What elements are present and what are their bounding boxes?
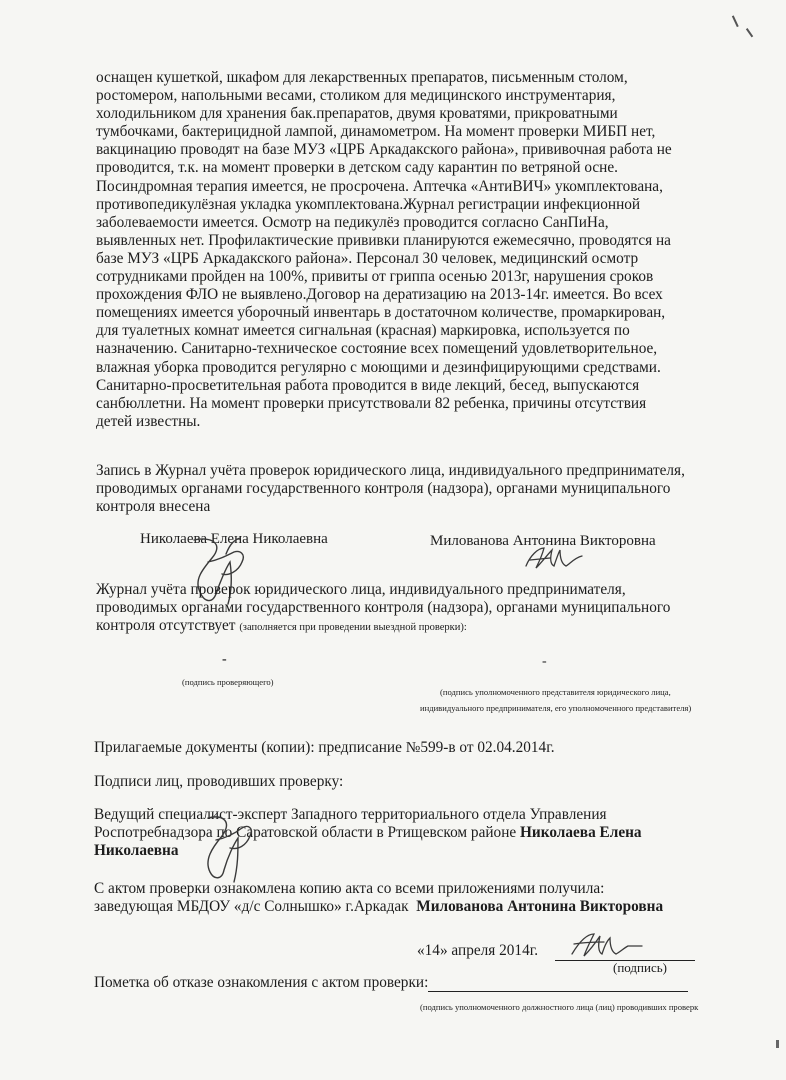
- refusal-line: [428, 991, 688, 992]
- findings-line: оснащен кушеткой, шкафом для лекарственных препаратов, письменным столом,: [96, 69, 628, 86]
- findings-line-last: детей известны.: [96, 412, 201, 430]
- inspector-name: Николаева Елена Николаевна: [140, 531, 328, 547]
- signature-caption: (подпись): [613, 960, 667, 975]
- journal-absent-text: контроля отсутствует: [96, 617, 236, 635]
- findings-line: Посиндромная терапия имеется, не просрочена. Аптечка «АнтиВИЧ» укомплектована,: [96, 177, 663, 195]
- inspection-findings-paragraph: [96, 69, 698, 431]
- scan-mark: [732, 13, 744, 27]
- caption-representative-signature-2: индивидуального предпринимателя, его уполномоченного представителя): [420, 703, 692, 713]
- findings-line: прохождения ФЛО не выявлено.Договор на дератизацию на 2013-14г. имеется. Во всех: [96, 286, 663, 304]
- inspector-department-text: Роспотребнадзора по Саратовской области в Ртищевском районе: [94, 824, 517, 842]
- findings-line: для туалетных комнат имеется сигнальная (красная) маркировка, используется по: [96, 322, 630, 340]
- findings-line: проводится, т.к. на момент проверки в детском саду карантин по ветряной осне.: [96, 159, 618, 177]
- inspector-department-line: [94, 824, 698, 842]
- findings-line: базе МУЗ «ЦРБ Аркадакского района». Персонал 30 человек, медицинский осмотр: [96, 249, 639, 267]
- journal-absent-line: Журнал учёта проверок юридического лица, индивидуального предпринимателя,: [96, 581, 626, 598]
- scan-mark: [776, 1040, 779, 1048]
- caption-inspector-signature: (подпись проверяющего): [182, 677, 274, 687]
- signatures-heading: Подписи лиц, проводивших проверку:: [94, 773, 344, 790]
- acknowledgement-name-bold: Милованова Антонина Викторовна: [416, 898, 664, 915]
- findings-line: влажная уборка проводится регулярно с моющими и дезинфицирующими средствами.: [96, 358, 661, 376]
- representative-signature-1: [520, 544, 586, 574]
- findings-line: санбюллетни. На момент проверки присутствовали 82 ребенка, причины отсутствия: [96, 394, 647, 412]
- scan-mark: [746, 25, 758, 38]
- dash-right: -: [542, 654, 547, 669]
- inspector-name-bold: Николаева Елена: [520, 824, 642, 842]
- journal-entry-line: контроля внесена: [96, 498, 211, 516]
- findings-line: тумбочками, бактерицидной лампой, динамометром. На момент проверки МИБП нет,: [96, 123, 656, 141]
- findings-line: холодильником для хранения бак.препаратов, двумя кроватями, прикроватными: [96, 105, 618, 123]
- journal-entry-line: проводимых органами государственного контроля (надзора), органами муниципального: [96, 480, 671, 498]
- journal-absent-last-line: [96, 617, 698, 637]
- inspector-block: [94, 806, 698, 860]
- findings-line: Санитарно-просветительная работа проводится в виде лекций, бесед, выпускаются: [96, 376, 640, 394]
- journal-absent-paragraph: [96, 581, 698, 637]
- inspector-position-line: Ведущий специалист-эксперт Западного территориального отдела Управления: [94, 806, 607, 823]
- journal-absent-note: (заполняется при проведении выездной проверки):: [239, 622, 467, 634]
- journal-entry-line: Запись в Журнал учёта проверок юридического лица, индивидуального предпринимателя,: [96, 462, 685, 479]
- findings-line: назначению. Санитарно-техническое состояние всех помещений удовлетворительное,: [96, 340, 658, 358]
- findings-line: противопедикулёзная укладка укомплектована.Журнал регистрации инфекционной: [96, 195, 641, 213]
- findings-line: сотрудниками пройден на 100%, привиты от гриппа осенью 2013г, нарушения сроков: [96, 268, 654, 286]
- refusal-caption: (подпись уполномоченного должностного лица (лиц) проводивших проверк: [420, 1002, 699, 1012]
- attachments-line: Прилагаемые документы (копии): предписание №599-в от 02.04.2014г.: [94, 739, 555, 756]
- caption-representative-signature-1: (подпись уполномоченного представителя юридического лица,: [440, 687, 671, 697]
- findings-line: помещениях имеется уборочный инвентарь в достаточном количестве, промаркирован,: [96, 304, 666, 322]
- journal-entry-paragraph: [96, 462, 698, 516]
- findings-line: вакцинацию проводят на базе МУЗ «ЦРБ Аркадакского района», прививочная работа не: [96, 141, 672, 159]
- refusal-label: Пометка об отказе ознакомления с актом проверки:: [94, 974, 429, 991]
- findings-line: заболеваемости имеется. Осмотр на педикулёз проводится согласно СанПиНа,: [96, 213, 609, 231]
- dash-left: -: [222, 652, 227, 667]
- acknowledgement-date: «14» апреля 2014г.: [417, 942, 539, 959]
- findings-line: ростомером, напольными весами, столиком для медицинского инструментария,: [96, 87, 616, 105]
- acknowledgement-position: заведующая МБДОУ «д/с Солнышко» г.Аркадак: [94, 898, 409, 915]
- journal-absent-line: проводимых органами государственного контроля (надзора), органами муниципального: [96, 599, 671, 617]
- inspector-patronymic-bold: Николаевна: [94, 842, 179, 860]
- findings-line: выявленных нет. Профилактические прививки планируются ежемесячно, проводятся на: [96, 231, 671, 249]
- inspector-signature-2: [194, 808, 264, 888]
- acknowledgement-line-2: [94, 898, 663, 916]
- acknowledgement-line-1: С актом проверки ознакомлена копию акта со всеми приложениями получила:: [94, 880, 605, 897]
- representative-signature-2: [566, 930, 648, 960]
- representative-name: Милованова Антонина Викторовна: [430, 533, 656, 549]
